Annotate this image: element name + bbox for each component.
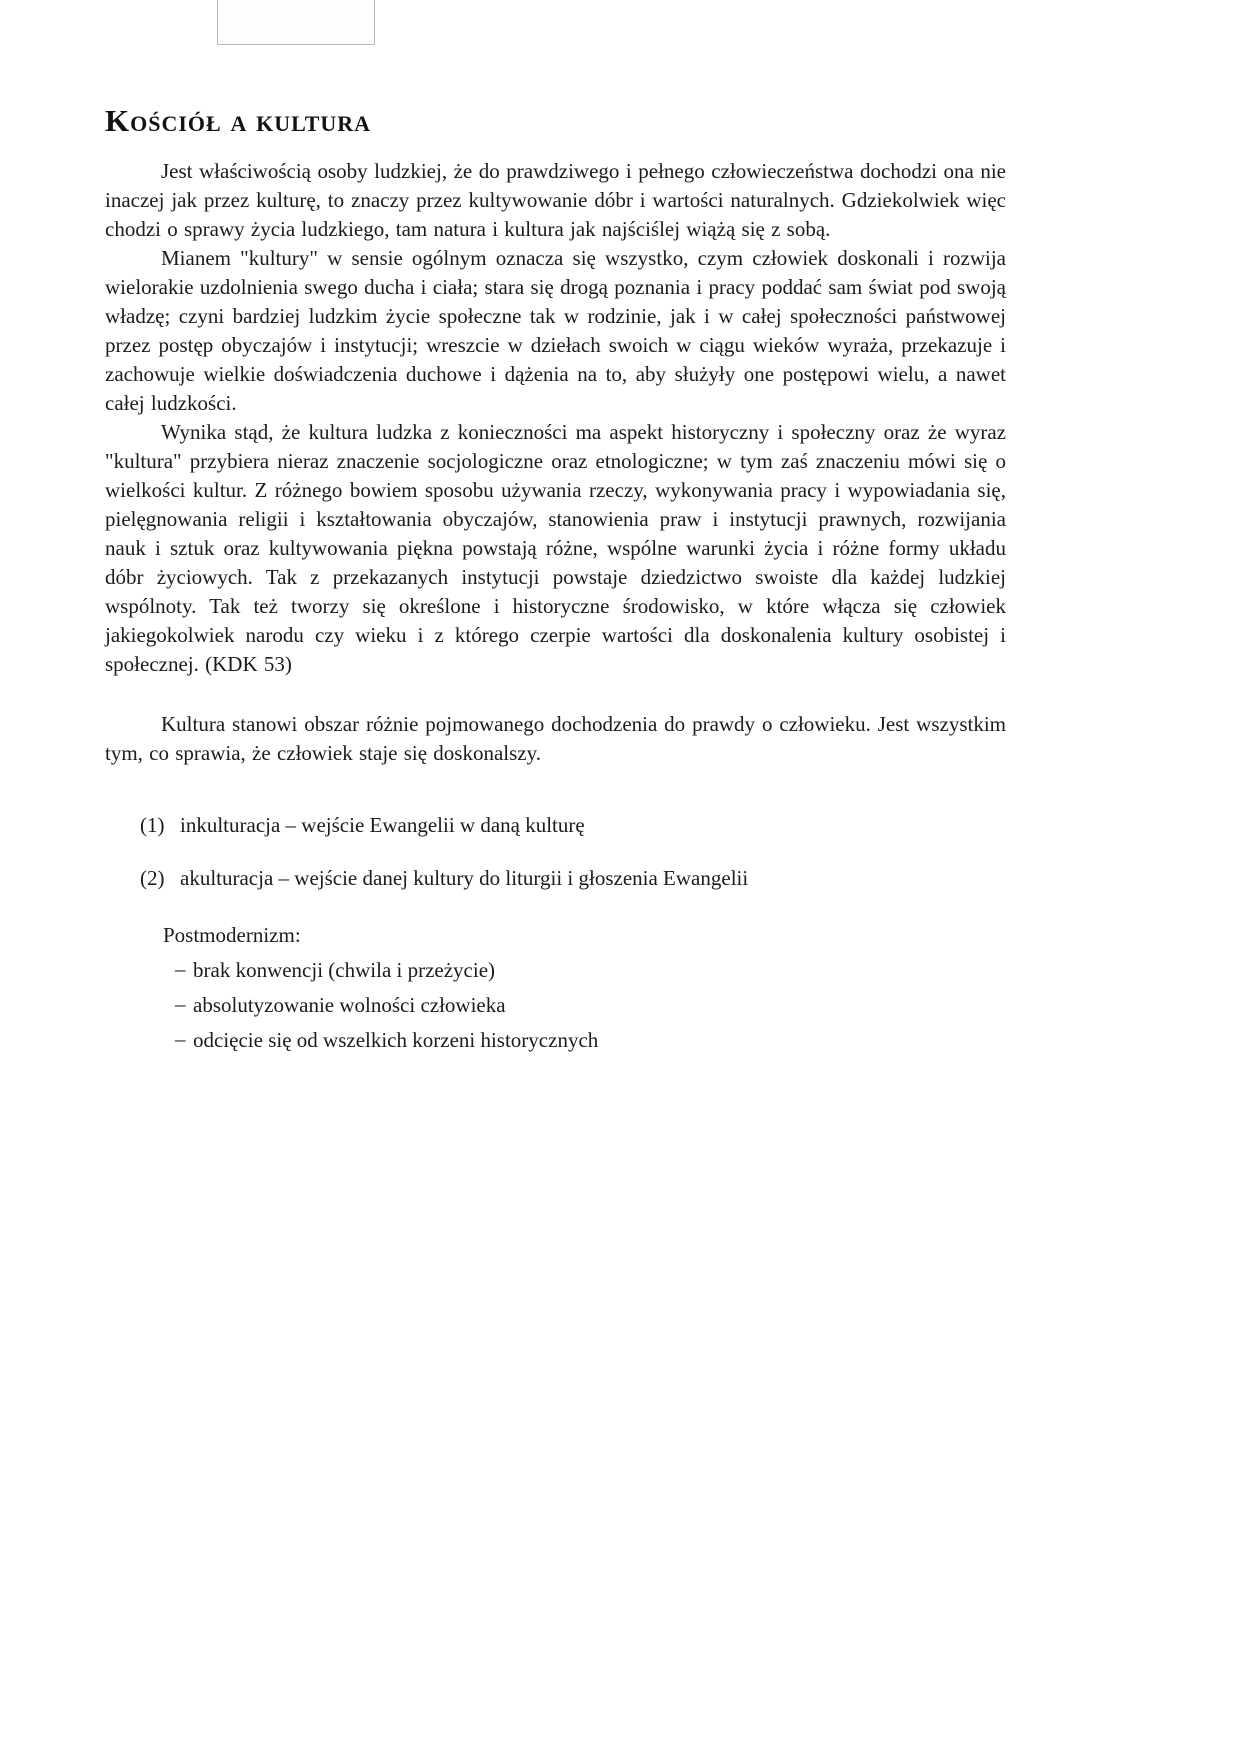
postmodernism-heading: Postmodernizm: [163, 923, 301, 947]
postmodernism-bullet-1 [105, 955, 1006, 985]
paragraph-4: Kultura stanowi obszar różnie pojmowanego dochodzenia do prawdy o człowieku. Jest wszystkim tym, co sprawia, że człowiek staje się doskonalszy. [105, 712, 1006, 765]
image-placeholder-box [217, 0, 375, 45]
dash-bullet-icon: – [175, 957, 186, 981]
paragraph-2: Mianem "kultury" w sensie ogólnym oznacza się wszystko, czym człowiek doskonali i rozwija wielorakie uzdolnienia swego ducha i ciała; stara się drogą poznania i pracy poddać sam świat pod swoją władzę; czyni bardziej ludzkim życie społeczne tak w rodzinie, jak i w całej społeczności państwowej przez postęp obyczajów i instytucji; wreszcie w dziełach swoich w ciągu wieków wyraża, przekazuje i zachowuje wielkie doświadczenia duchowe i dążenia na to, aby służyły one postępowi wielu, a nawet całej ludzkości. [105, 246, 1006, 415]
numbered-item-1 [105, 811, 1006, 840]
numbered-item-1-marker: (1) [140, 813, 165, 837]
page-title: Kościół a kultura [105, 103, 372, 138]
document-content [105, 102, 1006, 1055]
postmodernism-bullet-2-text: absolutyzowanie wolności człowieka [193, 993, 506, 1017]
postmodernism-bullet-1-text: brak konwencji (chwila i przeżycie) [193, 958, 496, 982]
postmodernism-bullet-2 [105, 990, 1006, 1020]
numbered-item-1-text: inkulturacja – wejście Ewangelii w daną kulturę [180, 813, 585, 837]
postmodernism-bullet-3 [105, 1025, 1006, 1055]
paragraph-1: Jest właściwością osoby ludzkiej, że do prawdziwego i pełnego człowieczeństwa dochodzi ona nie inaczej jak przez kulturę, to znaczy przez kultywowanie dóbr i wartości naturalnych. Gdziekolwiek więc chodzi o sprawy życia ludzkiego, tam natura i kultura jak najściślej wiążą się z sobą. [105, 159, 1006, 241]
dash-bullet-icon: – [175, 992, 186, 1016]
dash-bullet-icon: – [175, 1027, 186, 1051]
paragraph-3: Wynika stąd, że kultura ludzka z konieczności ma aspekt historyczny i społeczny oraz że wyraz "kultura" przybiera nieraz znaczenie socjologiczne oraz etnologiczne; w tym zaś znaczeniu mówi się o wielkości kultur. Z różnego bowiem sposobu używania rzeczy, wykonywania pracy i wypowiadania się, pielęgnowania religii i kształtowania obyczajów, stanowienia praw i instytucji prawnych, rozwijania nauk i sztuk oraz kultywowania piękna powstają różne, wspólne warunki życia i różne formy układu dóbr życiowych. Tak z przekazanych instytucji powstaje dziedzictwo swoiste dla każdej ludzkiej wspólnoty. Tak też tworzy się określone i historyczne środowisko, w które włącza się człowiek jakiegokolwiek narodu czy wieku i z którego czerpie wartości dla doskonalenia kultury osobistej i społecznej. (KDK 53) [105, 420, 1006, 676]
numbered-item-2-text: akulturacja – wejście danej kultury do liturgii i głoszenia Ewangelii [180, 866, 749, 890]
numbered-item-2-marker: (2) [140, 866, 165, 890]
postmodernism-bullet-3-text: odcięcie się od wszelkich korzeni historycznych [193, 1028, 599, 1052]
numbered-item-2 [105, 864, 1006, 893]
